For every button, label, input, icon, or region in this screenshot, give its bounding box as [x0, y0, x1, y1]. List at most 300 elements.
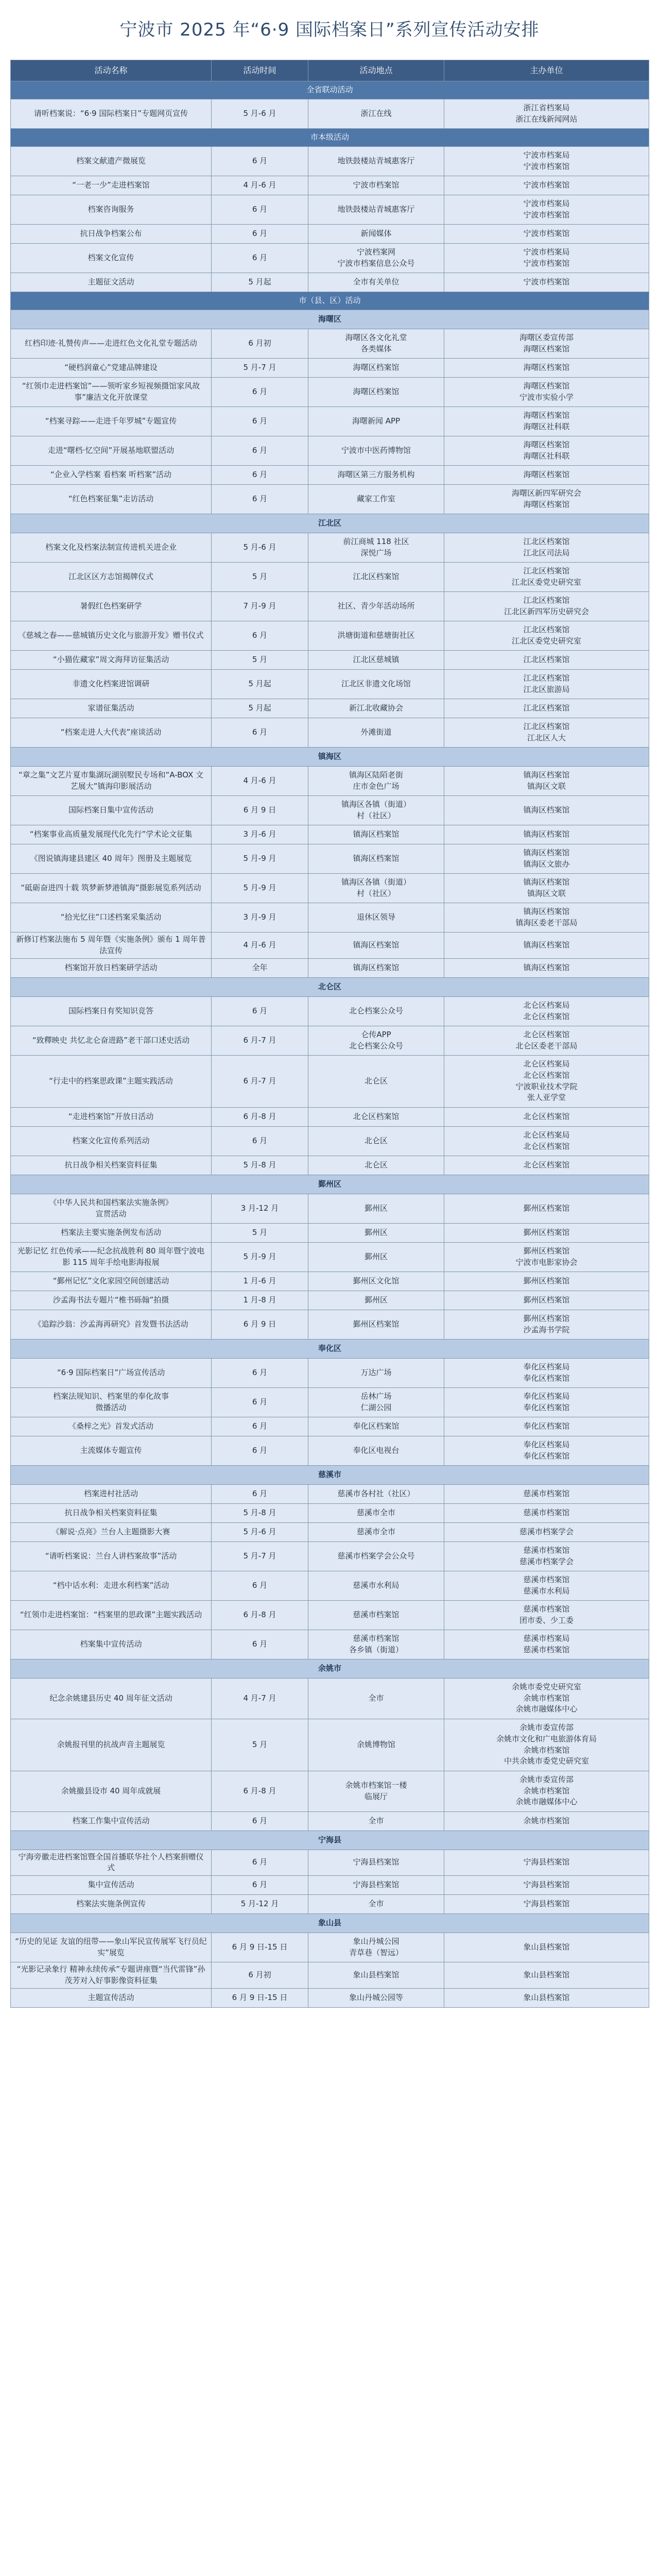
cell-line: “鄞州记忆”文化家园空间创建活动: [53, 1276, 169, 1285]
organizer-cell: [444, 670, 649, 699]
activity-place-cell: [308, 1242, 444, 1272]
cell-line: “小猫佐藏家”周文海拜访征集活动: [53, 655, 169, 665]
activity-name-cell: [11, 767, 212, 796]
cell-line: 《桑梓之光》首发式活动: [68, 1421, 153, 1431]
activity-name-cell: [11, 796, 212, 825]
activity-name-cell: [11, 1358, 212, 1387]
cell-line: 余姚撤县设市 40 周年成就展: [61, 1786, 161, 1795]
activity-name-cell: [11, 1678, 212, 1719]
cell-line: 6 月: [252, 1421, 268, 1431]
activity-place-cell: [308, 1358, 444, 1387]
activity-time-cell: [212, 1522, 308, 1541]
cell-line: 浙江在线新闻网站: [515, 114, 578, 124]
activity-place-cell: [308, 1933, 444, 1962]
cell-line: 微播活动: [95, 1402, 127, 1412]
activity-name-cell: [11, 825, 212, 844]
organizer-cell: [444, 1962, 649, 1989]
activity-time-cell: [212, 273, 308, 292]
organizer-cell: [444, 1107, 649, 1126]
cell-line: 镇海区档案馆: [523, 848, 570, 858]
organizer-cell: [444, 359, 649, 378]
cell-line: 宁波市档案馆: [523, 210, 570, 219]
cell-line: 洪塘街道和慈塘街社区: [337, 631, 415, 640]
cell-line: 镇海区档案馆: [353, 940, 400, 950]
cell-line: 镇海区档案馆: [353, 829, 400, 839]
cell-line: 档案文化及档案法制宣传进机关进企业: [45, 543, 177, 552]
organizer-cell: [444, 1026, 649, 1055]
cell-line: 余姚市融媒体中心: [515, 1797, 578, 1807]
table-row: [11, 996, 649, 1026]
cell-line: 宁海旁徽走进档案馆暨全国首播联华社个人档案捐赠仪式: [18, 1852, 204, 1873]
cell-line: 余姚市档案馆: [523, 1786, 570, 1795]
cell-line: 余姚报刊里的抗战声音主题展览: [57, 1739, 165, 1749]
table-row: [11, 1291, 649, 1310]
cell-line: 浙江省档案局: [523, 103, 570, 113]
section-label: 全省联动活动: [11, 81, 649, 99]
cell-line: 档案法规知识、档案里的奉化故事: [53, 1391, 169, 1401]
organizer-cell: [444, 1194, 649, 1223]
activity-place-cell: [308, 273, 444, 292]
cell-line: 江北区委党史研究室: [511, 636, 581, 646]
organizer-cell: [444, 1541, 649, 1571]
cell-line: 北仑区档案馆: [523, 1029, 570, 1039]
activity-place-cell: [308, 1850, 444, 1876]
cell-line: 走进“曙档·忆空间”开展基地联盟活动: [47, 446, 175, 455]
cell-line: 6 月: [252, 387, 268, 397]
cell-line: 北仑区档案馆: [523, 1111, 570, 1121]
activity-name-cell: [11, 563, 212, 592]
cell-line: 北仑区: [364, 1076, 388, 1086]
table-row: [11, 825, 649, 844]
cell-line: 6 月: [252, 1488, 268, 1498]
cell-line: 5 月起: [248, 277, 271, 287]
activity-time-cell: [212, 1026, 308, 1055]
organizer-cell: [444, 195, 649, 225]
cell-line: 非遗文化档案进馆调研: [72, 679, 150, 689]
activity-time-cell: [212, 485, 308, 514]
cell-line: 奉化区档案局: [523, 1391, 570, 1401]
table-row: [11, 651, 649, 670]
cell-line: 3 月-12 月: [240, 1203, 279, 1213]
activity-place-cell: [308, 1541, 444, 1571]
cell-line: 各类媒体: [360, 344, 392, 353]
cell-line: 余姚市委宣传部: [519, 1723, 574, 1732]
table-row: [11, 592, 649, 621]
cell-line: 6 月-8 月: [243, 1786, 276, 1795]
table-row: [11, 903, 649, 933]
cell-line: 抗日战争相关档案资料征集: [64, 1507, 158, 1517]
header-organizer: 主办单位: [444, 60, 649, 81]
cell-line: 地铁鼓楼站青城惠客厅: [337, 156, 415, 166]
cell-line: 余姚市委宣传部: [519, 1774, 574, 1784]
activity-name-cell: [11, 996, 212, 1026]
cell-line: “请听档案说：兰台人讲档案故事”活动: [45, 1551, 177, 1561]
cell-line: 镇海区档案馆: [523, 805, 570, 815]
district-label: 江北区: [11, 514, 649, 533]
cell-line: 海曙区档案馆: [353, 363, 400, 372]
activity-place-cell: [308, 874, 444, 903]
cell-line: 宁波市档案局: [523, 199, 570, 209]
organizer-cell: [444, 1811, 649, 1831]
organizer-cell: [444, 1242, 649, 1272]
cell-line: 6 月: [252, 205, 268, 214]
table-row: [11, 1630, 649, 1659]
table-row: [11, 1850, 649, 1876]
district-label: 镇海区: [11, 748, 649, 767]
activity-name-cell: [11, 1107, 212, 1126]
cell-line: 余姚市档案馆: [523, 1693, 570, 1703]
district-row: [11, 748, 649, 767]
activity-place-cell: [308, 1876, 444, 1895]
activity-place-cell: [308, 1194, 444, 1223]
organizer-cell: [444, 176, 649, 195]
table-row: [11, 1503, 649, 1522]
activity-time-cell: [212, 1223, 308, 1242]
district-label: 鄞州区: [11, 1175, 649, 1194]
cell-line: 江北区档案馆: [523, 625, 570, 635]
cell-line: 宁海县档案馆: [523, 1899, 570, 1909]
cell-line: 5 月-12 月: [240, 1899, 279, 1909]
organizer-cell: [444, 563, 649, 592]
cell-line: 北仑区档案局: [523, 1000, 570, 1010]
cell-line: 余姚市档案馆: [523, 1816, 570, 1825]
activity-time-cell: [212, 1417, 308, 1436]
activity-time-cell: [212, 1503, 308, 1522]
cell-line: 红档印迹·礼赞传声——走进红色文化礼堂专题活动: [25, 338, 197, 348]
district-row: [11, 977, 649, 996]
activity-place-cell: [308, 1291, 444, 1310]
activity-time-cell: [212, 844, 308, 874]
cell-line: “档中话水利：走进水利档案”活动: [53, 1580, 169, 1590]
district-label: 海曙区: [11, 310, 649, 329]
cell-line: 4 月-7 月: [243, 1693, 276, 1703]
activity-place-cell: [308, 225, 444, 244]
cell-line: 6 月: [252, 1580, 268, 1590]
organizer-cell: [444, 1156, 649, 1175]
cell-line: “行走中的档案思政课”主题实践活动: [49, 1076, 173, 1086]
cell-line: 5 月起: [248, 679, 271, 689]
activity-name-cell: [11, 1223, 212, 1242]
cell-line: 全市: [368, 1816, 384, 1825]
cell-line: 奉化区档案馆: [523, 1402, 570, 1412]
activity-name-cell: [11, 1895, 212, 1914]
cell-line: 团市委、少工委: [519, 1615, 574, 1625]
cell-line: 3 月-6 月: [243, 829, 276, 839]
table-row: [11, 844, 649, 874]
cell-line: 宁波市档案局: [523, 247, 570, 257]
table-row: [11, 621, 649, 651]
activity-name-cell: [11, 466, 212, 485]
cell-line: 6 月: [252, 494, 268, 504]
activity-place-cell: [308, 533, 444, 563]
cell-line: 万达广场: [360, 1367, 392, 1377]
activity-time-cell: [212, 651, 308, 670]
cell-line: 5 月: [252, 572, 268, 582]
activity-time-cell: [212, 195, 308, 225]
activity-name-cell: [11, 1719, 212, 1771]
activity-time-cell: [212, 1600, 308, 1630]
cell-line: “一老一少”走进档案馆: [72, 180, 150, 190]
activity-name-cell: [11, 533, 212, 563]
activity-place-cell: [308, 1156, 444, 1175]
cell-line: 慈溪市档案局: [523, 1633, 570, 1643]
cell-line: 新江北收藏协会: [349, 703, 403, 713]
activity-place-cell: [308, 436, 444, 466]
activity-time-cell: [212, 1126, 308, 1156]
table-row: [11, 225, 649, 244]
cell-line: 鄞州区档案馆: [353, 1319, 400, 1329]
activity-place-cell: [308, 825, 444, 844]
cell-line: 集中宣传活动: [88, 1880, 134, 1890]
table-row: [11, 1771, 649, 1811]
cell-line: 社区、青少年活动场所: [337, 601, 415, 611]
cell-line: 6 月: [252, 1445, 268, 1455]
organizer-cell: [444, 225, 649, 244]
cell-line: 仑传APP: [361, 1029, 391, 1039]
organizer-cell: [444, 1055, 649, 1107]
activity-place-cell: [308, 1417, 444, 1436]
cell-line: 5 月-6 月: [243, 543, 276, 552]
cell-line: 6 月: [252, 1006, 268, 1015]
table-row: [11, 699, 649, 718]
cell-line: 6 月 9 日-15 日: [232, 1942, 288, 1952]
cell-line: 海曙区档案馆: [523, 363, 570, 372]
cell-line: 奉化区档案馆: [353, 1421, 400, 1431]
activity-place-cell: [308, 563, 444, 592]
activity-time-cell: [212, 1242, 308, 1272]
activity-place-cell: [308, 1771, 444, 1811]
table-row: [11, 359, 649, 378]
activity-name-cell: [11, 485, 212, 514]
district-row: [11, 1914, 649, 1933]
activity-time-cell: [212, 767, 308, 796]
activity-place-cell: [308, 329, 444, 359]
activity-time-cell: [212, 1962, 308, 1989]
cell-line: 慈溪市档案馆: [523, 1574, 570, 1584]
table-row: [11, 407, 649, 436]
table-row: [11, 147, 649, 176]
district-row: [11, 1339, 649, 1358]
activity-place-cell: [308, 796, 444, 825]
cell-line: 岳林广场: [360, 1391, 392, 1401]
cell-line: 海曙区档案馆: [353, 387, 400, 397]
cell-line: 5 月-8 月: [243, 1507, 276, 1517]
cell-line: 镇海区档案馆: [523, 770, 570, 780]
organizer-cell: [444, 651, 649, 670]
cell-line: 海曙区档案馆: [523, 470, 570, 480]
organizer-cell: [444, 436, 649, 466]
cell-line: 奉化区档案局: [523, 1439, 570, 1449]
organizer-cell: [444, 1417, 649, 1436]
organizer-cell: [444, 1310, 649, 1339]
cell-line: 纪念余姚建县历史 40 周年征文活动: [49, 1693, 172, 1703]
cell-line: 《图说镇海建县建区 40 周年》图册及主题展览: [30, 854, 192, 863]
activity-name-cell: [11, 1026, 212, 1055]
organizer-cell: [444, 1933, 649, 1962]
cell-line: 镇海区档案馆: [523, 877, 570, 887]
cell-line: 6 月: [252, 1857, 268, 1867]
cell-line: 档案法主要实施条例发布活动: [60, 1227, 161, 1237]
activity-time-cell: [212, 1719, 308, 1771]
activity-place-cell: [308, 903, 444, 933]
cell-line: 6 月-8 月: [243, 1111, 276, 1121]
organizer-cell: [444, 1630, 649, 1659]
cell-line: 余姚市委党史研究室: [511, 1682, 581, 1691]
activity-time-cell: [212, 933, 308, 959]
cell-line: 全市: [368, 1899, 384, 1909]
table-row: [11, 718, 649, 748]
cell-line: 江北区人大: [527, 733, 566, 742]
activity-name-cell: [11, 670, 212, 699]
cell-line: 北仑区: [364, 1136, 388, 1145]
cell-line: 藏家工作室: [356, 494, 395, 504]
cell-line: 海曙区档案馆: [523, 440, 570, 450]
activity-place-cell: [308, 1719, 444, 1771]
cell-line: “历史的见证 友谊的纽带——象山军民宣传展军飞行员纪实”展览: [15, 1937, 207, 1957]
activity-name-cell: [11, 1156, 212, 1175]
organizer-cell: [444, 1771, 649, 1811]
activity-name-cell: [11, 329, 212, 359]
cell-line: 鄞州区档案馆: [523, 1276, 570, 1285]
activity-place-cell: [308, 466, 444, 485]
activity-time-cell: [212, 1811, 308, 1831]
cell-line: 4 月-6 月: [243, 180, 276, 190]
cell-line: “企业入学档案 看档案 听档案”活动: [50, 470, 172, 480]
cell-line: 宁波市档案馆: [523, 229, 570, 239]
activity-name-cell: [11, 844, 212, 874]
table-row: [11, 1107, 649, 1126]
table-row: [11, 1055, 649, 1107]
cell-line: 慈溪市档案学会: [519, 1556, 574, 1566]
cell-line: 鄞州区: [364, 1203, 388, 1213]
cell-line: 6 月-8 月: [243, 1609, 276, 1619]
activity-time-cell: [212, 874, 308, 903]
cell-line: 北仑档案公众号: [349, 1006, 403, 1015]
activity-time-cell: [212, 796, 308, 825]
activity-name-cell: [11, 699, 212, 718]
cell-line: 全市: [368, 1693, 384, 1703]
cell-line: 4 月-6 月: [243, 940, 276, 950]
cell-line: 海曙区第三方服务机构: [337, 470, 415, 480]
cell-line: 镇海区各镇（街道）: [341, 800, 411, 809]
cell-line: 海曙区新四军研究会: [511, 488, 581, 498]
cell-line: 5 月起: [248, 703, 271, 713]
organizer-cell: [444, 933, 649, 959]
cell-line: 档案文献遗产微展览: [76, 156, 146, 166]
activity-name-cell: [11, 1850, 212, 1876]
cell-line: 慈溪市各村社（社区）: [337, 1488, 415, 1498]
activity-name-cell: [11, 1571, 212, 1600]
organizer-cell: [444, 874, 649, 903]
cell-line: 6 月: [252, 1639, 268, 1649]
district-row: [11, 310, 649, 329]
section-label: 市本级活动: [11, 129, 649, 147]
table-row: [11, 195, 649, 225]
cell-line: 奉化区档案局: [523, 1362, 570, 1371]
cell-line: 宁波市档案馆: [353, 180, 400, 190]
activity-time-cell: [212, 718, 308, 748]
cell-line: 象山县档案馆: [523, 1970, 570, 1979]
activity-time-cell: [212, 1387, 308, 1417]
cell-line: 宁波职业技术学院: [515, 1081, 578, 1091]
cell-line: 江北区非遗文化场馆: [341, 679, 411, 689]
organizer-cell: [444, 1850, 649, 1876]
table-row: [11, 767, 649, 796]
activity-name-cell: [11, 436, 212, 466]
organizer-cell: [444, 273, 649, 292]
table-row: [11, 1272, 649, 1291]
activity-time-cell: [212, 670, 308, 699]
cell-line: 江北区档案馆: [523, 673, 570, 683]
activity-place-cell: [308, 1026, 444, 1055]
cell-line: “砥砺奋进四十载 筑梦新梦港镇海”摄影展览系列活动: [21, 883, 201, 893]
cell-line: 档案咨询服务: [88, 205, 134, 214]
cell-line: 6 月: [252, 156, 268, 166]
activity-place-cell: [308, 1678, 444, 1719]
cell-line: “红领巾走进档案馆：“档案里的思政课”主题实践活动: [20, 1609, 202, 1619]
district-label: 奉化区: [11, 1339, 649, 1358]
table-row: [11, 436, 649, 466]
organizer-cell: [444, 958, 649, 977]
cell-line: 1 月-6 月: [243, 1276, 276, 1285]
activity-place-cell: [308, 1107, 444, 1126]
cell-line: 镇海区委老干部局: [515, 918, 578, 927]
activity-place-cell: [308, 1811, 444, 1831]
cell-line: 江北区档案馆: [523, 537, 570, 547]
cell-line: 镇海区档案馆: [523, 962, 570, 972]
table-header: [11, 60, 649, 81]
cell-line: 6 月: [252, 1136, 268, 1145]
activity-time-cell: [212, 592, 308, 621]
activity-name-cell: [11, 1811, 212, 1831]
cell-line: 海曙区档案馆: [523, 411, 570, 420]
organizer-cell: [444, 621, 649, 651]
organizer-cell: [444, 844, 649, 874]
table-row: [11, 1358, 649, 1387]
cell-line: 请听档案说：“6·9 国际档案日”专题网页宣传: [33, 109, 188, 118]
cell-line: 北仑区档案馆: [523, 1141, 570, 1151]
activity-name-cell: [11, 621, 212, 651]
organizer-cell: [444, 699, 649, 718]
table-row: [11, 1223, 649, 1242]
activity-time-cell: [212, 1310, 308, 1339]
activity-name-cell: [11, 1541, 212, 1571]
cell-line: 主题宣传活动: [88, 1992, 134, 2002]
cell-line: 镇海区档案馆: [353, 962, 400, 972]
cell-line: 档案文化宣传系列活动: [72, 1136, 150, 1145]
cell-line: 江北区档案馆: [523, 566, 570, 576]
activity-name-cell: [11, 903, 212, 933]
cell-line: 档案法实施条例宣传: [76, 1899, 146, 1909]
cell-line: 海曙区档案馆: [523, 344, 570, 353]
activity-name-cell: [11, 592, 212, 621]
organizer-cell: [444, 1291, 649, 1310]
header-activity-time: 活动时间: [212, 60, 308, 81]
cell-line: 镇海区档案馆: [523, 940, 570, 950]
table-row: [11, 1600, 649, 1630]
district-label: 象山县: [11, 1914, 649, 1933]
activity-place-cell: [308, 1630, 444, 1659]
cell-line: 6 月: [252, 253, 268, 263]
activity-place-cell: [308, 176, 444, 195]
activity-place-cell: [308, 592, 444, 621]
cell-line: 家谱征集活动: [88, 703, 134, 713]
district-row: [11, 1175, 649, 1194]
cell-line: 新修订档案法施布 5 周年暨《实施条例》颁布 1 周年普法宣传: [16, 935, 206, 955]
cell-line: 江北区档案馆: [523, 703, 570, 713]
table-row: [11, 1310, 649, 1339]
cell-line: 宁波市档案局: [523, 150, 570, 160]
